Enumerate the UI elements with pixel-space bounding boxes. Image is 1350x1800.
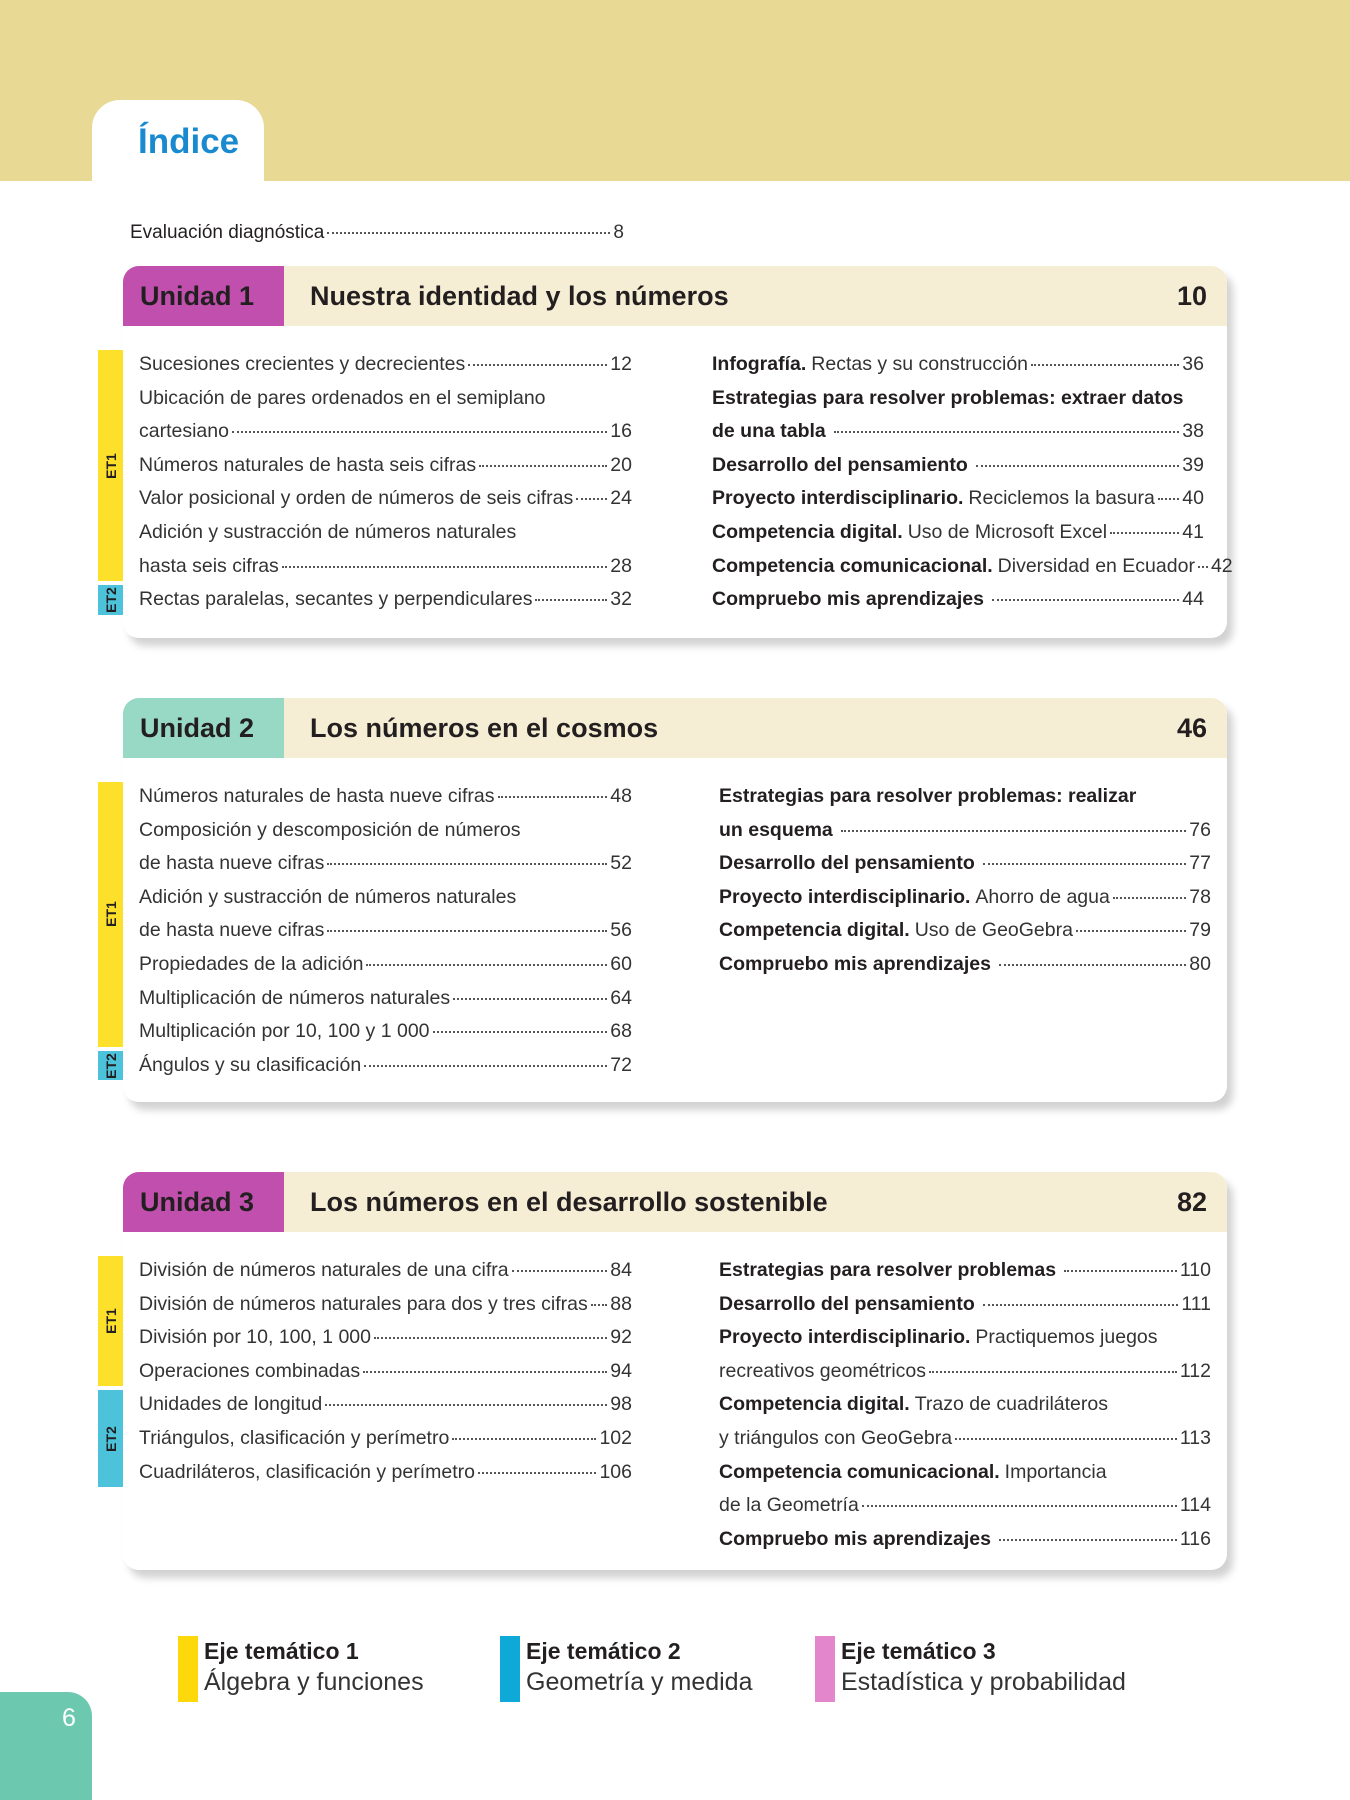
entry-line xyxy=(139,1254,632,1288)
entry-line xyxy=(139,583,632,617)
entry-label: Cuadriláteros, clasificación y perímetro xyxy=(139,1460,475,1483)
dot-leader xyxy=(1110,532,1179,534)
theme-group-et2 xyxy=(98,583,632,617)
entry-line xyxy=(139,348,632,382)
dot-leader xyxy=(983,863,1187,865)
unit-header xyxy=(123,266,1227,326)
dot-leader xyxy=(363,1371,607,1373)
legend-color-swatch xyxy=(815,1636,835,1702)
theme-axis-tag xyxy=(98,782,123,1047)
legend-subtitle: Estadística y probabilidad xyxy=(841,1668,1126,1696)
left-column xyxy=(98,348,632,617)
entry-page: 42 xyxy=(1210,554,1233,577)
entry-page: 116 xyxy=(1179,1527,1211,1550)
entry-page: 80 xyxy=(1189,952,1211,975)
entry-label: Propiedades de la adición xyxy=(139,952,364,975)
entry-page: 32 xyxy=(610,588,632,611)
dot-leader xyxy=(452,1438,596,1440)
toc-entry[interactable] xyxy=(719,1388,1211,1455)
entry-line xyxy=(139,1456,632,1490)
entry-line xyxy=(712,550,1233,584)
entry-page: 92 xyxy=(610,1326,632,1349)
entry-list xyxy=(139,1049,632,1083)
toc-entry[interactable] xyxy=(719,847,1211,881)
entry-bold-label: de una tabla xyxy=(712,420,826,443)
entry-line xyxy=(719,1355,1211,1389)
entry-bold-label: Desarrollo del pensamiento xyxy=(712,453,968,476)
dot-leader xyxy=(453,998,607,1000)
dot-leader xyxy=(366,964,607,966)
entry-line xyxy=(719,1422,1211,1456)
toc-entry[interactable] xyxy=(139,948,632,982)
legend-subtitle: Álgebra y funciones xyxy=(204,1668,424,1696)
entry-line xyxy=(139,550,632,584)
dot-leader xyxy=(535,599,607,601)
entry-line xyxy=(139,780,632,814)
entry-line xyxy=(139,1015,632,1049)
entry-page: 12 xyxy=(610,353,632,375)
entry-label: Unidades de longitud xyxy=(139,1393,323,1416)
unit-card-1 xyxy=(102,266,1233,638)
theme-axis-tag xyxy=(98,585,123,615)
toc-entry[interactable] xyxy=(712,516,1204,550)
unit-card-3 xyxy=(102,1172,1227,1570)
legend-color-swatch xyxy=(500,1636,520,1702)
theme-group-et1 xyxy=(98,1254,632,1388)
theme-axis-label: ET1 xyxy=(102,1308,119,1335)
toc-entry[interactable] xyxy=(139,1456,632,1490)
theme-axis-tag xyxy=(98,350,123,581)
entry-line xyxy=(712,449,1204,483)
entry-page: 111 xyxy=(1181,1292,1211,1315)
entry-bold-label: Estrategias para resolver problemas: realizar xyxy=(719,785,1137,807)
entry-label: Uso de GeoGebra xyxy=(914,919,1073,942)
entry-label: Operaciones combinadas xyxy=(139,1359,361,1382)
entry-label: Rectas y su construcción xyxy=(811,353,1029,375)
dot-leader xyxy=(929,1371,1177,1373)
theme-group-et2 xyxy=(98,1388,632,1489)
entry-line xyxy=(719,1288,1211,1322)
entry-list xyxy=(139,583,632,617)
entry-list xyxy=(139,348,632,583)
toc-entry[interactable] xyxy=(139,482,632,516)
entry-label: Rectas paralelas, secantes y perpendiculares xyxy=(139,588,533,611)
entry-bold-label: Proyecto interdisciplinario. xyxy=(719,1326,971,1349)
entry-line xyxy=(719,1321,1211,1355)
unit-page: 82 xyxy=(1176,1186,1207,1217)
entry-page: 98 xyxy=(610,1393,632,1416)
theme-axis-tag xyxy=(98,1390,123,1487)
entry-label: de hasta nueve cifras xyxy=(139,919,325,942)
entry-line xyxy=(719,914,1211,948)
entry-page: 113 xyxy=(1179,1426,1211,1449)
dot-leader xyxy=(498,796,608,798)
entry-bold-label: Compruebo mis aprendizajes xyxy=(719,1527,991,1550)
toc-entry[interactable] xyxy=(139,1049,632,1083)
theme-group-et2 xyxy=(98,1049,632,1083)
unit-title: Nuestra identidad y los números xyxy=(310,280,729,311)
entry-label: Diversidad en Ecuador xyxy=(997,554,1195,577)
dot-leader xyxy=(1031,364,1179,366)
entry-bold-label: un esquema xyxy=(719,818,833,841)
entry-bold-label: Estrategias para resolver problemas: extraer datos xyxy=(712,386,1184,409)
dot-leader xyxy=(327,232,610,234)
toc-entry[interactable] xyxy=(139,348,632,382)
dot-leader xyxy=(862,1505,1177,1507)
dot-leader xyxy=(327,863,607,865)
entry-page: 44 xyxy=(1182,588,1204,611)
unit-header xyxy=(123,698,1227,758)
right-column xyxy=(719,1254,1211,1556)
toc-entry[interactable] xyxy=(712,550,1233,584)
toc-entry[interactable] xyxy=(719,1523,1211,1557)
entry-bold-label: Competencia comunicacional. xyxy=(712,554,993,577)
toc-entry[interactable] xyxy=(712,382,1204,449)
dot-leader xyxy=(232,431,607,433)
dot-leader xyxy=(282,566,607,568)
entry-label: Sucesiones crecientes y decrecientes xyxy=(139,353,466,375)
toc-entry[interactable] xyxy=(139,1254,632,1288)
toc-entry[interactable] xyxy=(719,914,1211,948)
dot-leader xyxy=(1198,566,1208,568)
entry-line xyxy=(719,1456,1211,1490)
toc-entry[interactable] xyxy=(139,780,632,814)
entry-label: Reciclemos la basura xyxy=(968,487,1155,510)
left-column xyxy=(98,1254,632,1489)
dot-leader xyxy=(841,830,1187,832)
entry-page: 41 xyxy=(1182,520,1204,543)
toc-entry[interactable] xyxy=(139,1321,632,1355)
entry-label: Números naturales de hasta seis cifras xyxy=(139,453,477,476)
entry-page: 16 xyxy=(610,420,632,443)
toc-entry[interactable] xyxy=(712,583,1204,617)
entry-line xyxy=(139,449,632,483)
entry-label: Adición y sustracción de números naturales xyxy=(139,520,517,543)
dot-leader xyxy=(955,1438,1177,1440)
legend-title: Eje temático 1 xyxy=(204,1638,359,1664)
entry-line xyxy=(139,415,632,449)
entry-page: 39 xyxy=(1182,453,1204,476)
entry-line xyxy=(139,914,632,948)
entry-label: Triángulos, clasificación y perímetro xyxy=(139,1426,450,1449)
entry-page: 102 xyxy=(599,1426,632,1449)
page-number: 6 xyxy=(0,1692,92,1800)
dot-leader xyxy=(364,1065,607,1067)
toc-entry-diagnostic[interactable] xyxy=(130,220,624,246)
entry-label: y triángulos con GeoGebra xyxy=(719,1426,953,1449)
entry-list xyxy=(139,780,632,1049)
entry-page: 56 xyxy=(610,919,632,942)
entry-line xyxy=(719,1523,1211,1557)
entry-label: Multiplicación por 10, 100 y 1 000 xyxy=(139,1020,430,1043)
entry-label: de hasta nueve cifras xyxy=(139,852,325,875)
unit-label: Unidad 2 xyxy=(123,698,284,758)
unit-label: Unidad 3 xyxy=(123,1172,284,1232)
entry-label: Trazo de cuadriláteros xyxy=(914,1393,1108,1416)
dot-leader xyxy=(999,1539,1177,1541)
dot-leader xyxy=(374,1337,607,1339)
entry-label: recreativos geométricos xyxy=(719,1359,926,1382)
entry-page: 8 xyxy=(613,222,624,243)
entry-line xyxy=(719,1388,1211,1422)
entry-page: 79 xyxy=(1189,919,1211,942)
entry-bold-label: Infografía. xyxy=(712,353,807,375)
legend-title: Eje temático 3 xyxy=(841,1638,996,1664)
entry-line xyxy=(139,1288,632,1322)
dot-leader xyxy=(992,599,1179,601)
legend-text xyxy=(204,1636,424,1702)
entry-line xyxy=(712,415,1204,449)
entry-page: 78 xyxy=(1189,885,1211,908)
toc-entry[interactable] xyxy=(719,881,1211,915)
entry-page: 77 xyxy=(1189,852,1211,875)
dot-leader xyxy=(591,1304,608,1306)
entry-page: 40 xyxy=(1182,487,1204,510)
theme-axis-label: ET2 xyxy=(102,1052,119,1079)
entry-bold-label: Desarrollo del pensamiento xyxy=(719,852,975,875)
dot-leader xyxy=(327,930,607,932)
theme-axis-tag xyxy=(98,1256,123,1386)
toc-entry[interactable] xyxy=(139,982,632,1016)
dot-leader xyxy=(983,1304,1179,1306)
entry-page: 28 xyxy=(610,554,632,577)
entry-page: 20 xyxy=(610,453,632,476)
entry-line xyxy=(719,1489,1211,1523)
legend-subtitle: Geometría y medida xyxy=(526,1668,753,1696)
entry-line xyxy=(139,881,632,915)
toc-entry[interactable] xyxy=(719,948,1211,982)
entry-page: 106 xyxy=(599,1460,632,1483)
theme-axis-label: ET1 xyxy=(102,901,119,928)
dot-leader xyxy=(1064,1270,1177,1272)
entry-label: hasta seis cifras xyxy=(139,554,279,577)
toc-entry[interactable] xyxy=(139,814,632,881)
entry-bold-label: Competencia comunicacional. xyxy=(719,1460,1000,1483)
toc-entry[interactable] xyxy=(139,881,632,948)
unit-header xyxy=(123,1172,1227,1232)
entry-page: 88 xyxy=(610,1292,632,1315)
entry-bold-label: Competencia digital. xyxy=(712,520,903,543)
toc-entry[interactable] xyxy=(712,449,1204,483)
theme-axis-tag xyxy=(98,1051,123,1081)
entry-label: Ahorro de agua xyxy=(975,885,1110,908)
dot-leader xyxy=(1076,930,1186,932)
legend-text xyxy=(841,1636,1126,1702)
entry-label: Ángulos y su clasificación xyxy=(139,1053,362,1076)
entry-line xyxy=(139,847,632,881)
dot-leader xyxy=(478,1472,596,1474)
toc-entry[interactable] xyxy=(712,348,1204,382)
entry-bold-label: Estrategias para resolver problemas xyxy=(719,1259,1057,1281)
entry-bold-label: Proyecto interdisciplinario. xyxy=(719,885,971,908)
entry-page: 64 xyxy=(610,986,632,1009)
entry-list xyxy=(139,1254,632,1388)
unit-card-2 xyxy=(102,698,1227,1102)
entry-line xyxy=(139,482,632,516)
toc-entry[interactable] xyxy=(139,583,632,617)
page-title: Índice xyxy=(138,122,240,161)
legend-text xyxy=(526,1636,753,1702)
entry-line xyxy=(719,847,1211,881)
entry-line xyxy=(712,482,1204,516)
entry-line xyxy=(719,881,1211,915)
toc-entry[interactable] xyxy=(719,780,1211,847)
entry-line xyxy=(139,982,632,1016)
entry-label: División de números naturales de una cifra xyxy=(139,1259,509,1281)
entry-bold-label: Desarrollo del pensamiento xyxy=(719,1292,975,1315)
unit-title: Los números en el desarrollo sostenible xyxy=(310,1186,828,1217)
toc-entry[interactable] xyxy=(139,1015,632,1049)
entry-line xyxy=(139,1388,632,1422)
entry-bold-label: Compruebo mis aprendizajes xyxy=(712,588,984,611)
entry-line xyxy=(139,516,632,550)
entry-page: 72 xyxy=(610,1053,632,1076)
entry-line xyxy=(139,948,632,982)
toc-entry[interactable] xyxy=(712,482,1204,516)
entry-page: 94 xyxy=(610,1359,632,1382)
entry-line xyxy=(712,516,1204,550)
entry-line xyxy=(712,348,1204,382)
entry-label: de la Geometría xyxy=(719,1494,859,1517)
entry-line xyxy=(139,1422,632,1456)
entry-label: Composición y descomposición de números xyxy=(139,818,521,841)
toc-entry[interactable] xyxy=(139,1355,632,1389)
entry-page: 48 xyxy=(610,785,632,807)
theme-axis-label: ET1 xyxy=(102,452,119,479)
dot-leader xyxy=(433,1031,608,1033)
entry-bold-label: Proyecto interdisciplinario. xyxy=(712,487,964,510)
toc-entry[interactable] xyxy=(139,382,632,449)
legend-title: Eje temático 2 xyxy=(526,1638,681,1664)
toc-entry[interactable] xyxy=(719,1321,1211,1388)
toc-entry[interactable] xyxy=(719,1254,1211,1288)
dot-leader xyxy=(468,364,607,366)
right-column xyxy=(712,348,1233,617)
toc-entry[interactable] xyxy=(719,1288,1211,1322)
entry-line xyxy=(719,814,1211,848)
toc-entry[interactable] xyxy=(139,1422,632,1456)
theme-axis-label: ET2 xyxy=(102,1425,119,1452)
entry-page: 24 xyxy=(610,487,632,510)
dot-leader xyxy=(1158,498,1179,500)
dot-leader xyxy=(512,1270,608,1272)
left-column xyxy=(98,780,632,1082)
unit-page: 46 xyxy=(1176,712,1207,743)
entry-list xyxy=(139,1388,632,1489)
entry-line xyxy=(719,948,1211,982)
dot-leader xyxy=(1113,897,1186,899)
entry-page: 38 xyxy=(1182,420,1204,443)
theme-axis-label: ET2 xyxy=(102,587,119,613)
entry-label: Multiplicación de números naturales xyxy=(139,986,451,1009)
entry-bold-label: Competencia digital. xyxy=(719,919,910,942)
legend-color-swatch xyxy=(178,1636,198,1702)
entry-line xyxy=(719,1254,1211,1288)
legend-item-3 xyxy=(815,1636,1126,1702)
toc-entry[interactable] xyxy=(139,1288,632,1322)
entry-page: 68 xyxy=(610,1020,632,1043)
dot-leader xyxy=(999,964,1186,966)
dot-leader xyxy=(834,431,1180,433)
entry-page: 84 xyxy=(610,1259,632,1281)
entry-label: Importancia xyxy=(1004,1460,1107,1483)
entry-label: Evaluación diagnóstica xyxy=(130,222,325,243)
entry-label: Valor posicional y orden de números de seis cifras xyxy=(139,487,574,510)
entry-label: Uso de Microsoft Excel xyxy=(907,520,1108,543)
dot-leader xyxy=(576,498,607,500)
legend-item-1 xyxy=(178,1636,424,1702)
unit-label: Unidad 1 xyxy=(123,266,284,326)
entry-line xyxy=(712,382,1204,416)
entry-line xyxy=(139,814,632,848)
entry-label: Ubicación de pares ordenados en el semiplano xyxy=(139,386,546,409)
entry-line xyxy=(139,382,632,416)
entry-page: 112 xyxy=(1179,1359,1211,1382)
entry-label: División por 10, 100, 1 000 xyxy=(139,1326,371,1349)
theme-group-et1 xyxy=(98,348,632,583)
entry-bold-label: Competencia digital. xyxy=(719,1393,910,1416)
entry-line xyxy=(139,1321,632,1355)
entry-page: 36 xyxy=(1182,353,1204,375)
entry-page: 110 xyxy=(1179,1259,1211,1281)
toc-entry[interactable] xyxy=(139,516,632,583)
entry-line xyxy=(139,1355,632,1389)
entry-label: cartesiano xyxy=(139,420,229,443)
entry-label: Números naturales de hasta nueve cifras xyxy=(139,785,495,807)
toc-entry[interactable] xyxy=(139,1388,632,1422)
unit-title: Los números en el cosmos xyxy=(310,712,659,743)
legend-item-2 xyxy=(500,1636,753,1702)
entry-label: Practiquemos juegos xyxy=(975,1326,1158,1349)
entry-page: 60 xyxy=(610,952,632,975)
dot-leader xyxy=(976,465,1180,467)
dot-leader xyxy=(325,1404,607,1406)
entry-line xyxy=(712,583,1204,617)
entry-page: 114 xyxy=(1179,1494,1211,1517)
entry-line xyxy=(139,1049,632,1083)
unit-page: 10 xyxy=(1176,280,1207,311)
entry-page: 52 xyxy=(610,852,632,875)
dot-leader xyxy=(479,465,607,467)
index-tab xyxy=(92,100,264,190)
entry-bold-label: Compruebo mis aprendizajes xyxy=(719,952,991,975)
entry-line xyxy=(719,780,1211,814)
right-column xyxy=(719,780,1211,982)
entry-page: 76 xyxy=(1189,818,1211,841)
toc-entry[interactable] xyxy=(139,449,632,483)
entry-label: División de números naturales para dos y tres cifras xyxy=(139,1292,588,1315)
theme-group-et1 xyxy=(98,780,632,1049)
entry-label: Adición y sustracción de números naturales xyxy=(139,885,517,908)
toc-entry[interactable] xyxy=(719,1456,1211,1523)
